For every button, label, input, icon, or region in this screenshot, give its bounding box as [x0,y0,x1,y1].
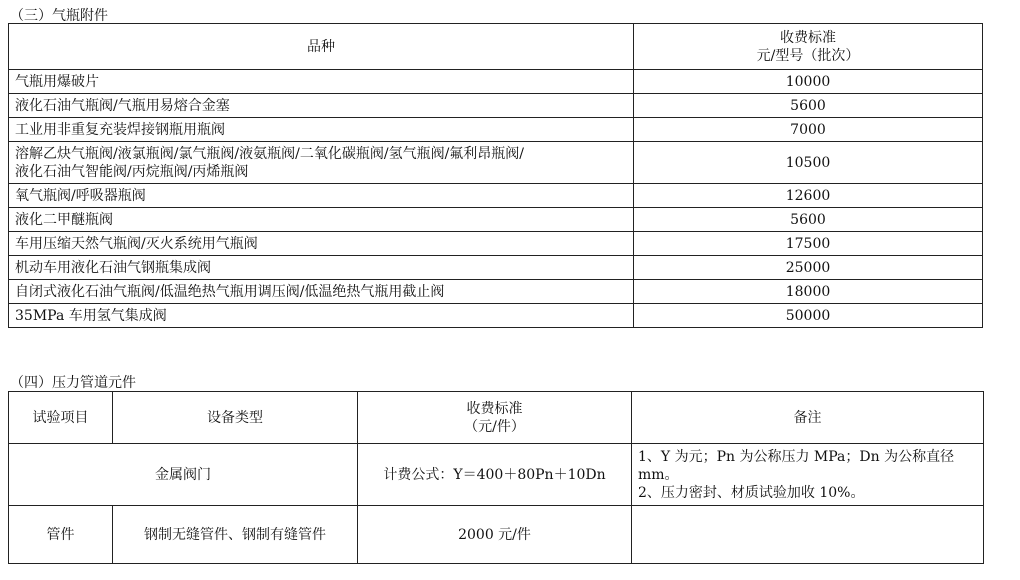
header-remark: 备注 [632,392,984,444]
item-name: 液化二甲醚瓶阀 [9,208,634,232]
item-fee: 5600 [634,208,983,232]
item-name: 机动车用液化石油气钢瓶集成阀 [9,256,634,280]
fee-formula-cell: 计费公式：Y＝400＋80Pn＋10Dn [358,444,632,506]
table-row [9,208,983,232]
device-type-cell: 钢制无缝管件、钢制有缝管件 [113,506,358,564]
remark-cell [632,444,984,506]
table-header-row [9,392,984,444]
table-row [9,184,983,208]
item-name-line2: 液化石油气智能阀/丙烷瓶阀/丙烯瓶阀 [15,163,249,180]
header-fee-line2: 元/型号（批次） [756,47,860,64]
pressure-pipe-components-table [8,391,984,564]
item-name-line1: 溶解乙炔气瓶阀/液氯瓶阀/氯气瓶阀/液氨瓶阀/二氧化碳瓶阀/氢气瓶阀/氟利昂瓶阀/ [15,145,525,162]
remark-cell [632,506,984,564]
device-type-cell: 金属阀门 [9,444,358,506]
item-name: 气瓶用爆破片 [9,70,634,94]
item-fee: 5600 [634,94,983,118]
remark-line3: 2、压力密封、材质试验加收 10%。 [638,484,865,501]
item-fee: 10000 [634,70,983,94]
item-fee: 7000 [634,118,983,142]
table-row [9,506,984,564]
header-fee-line1: 收费标准 [780,29,836,46]
remark-line2: mm。 [638,466,679,483]
remark-line1: 1、Y 为元；Pn 为公称压力 MPa；Dn 为公称直径 [638,448,955,465]
item-fee: 12600 [634,184,983,208]
header-fee-line1: 收费标准 [466,400,523,417]
item-fee: 25000 [634,256,983,280]
test-item-cell: 管件 [9,506,113,564]
item-name [9,142,634,184]
cylinder-accessories-table [8,23,983,328]
table-row [9,94,983,118]
table-row [9,256,983,280]
table-row [9,304,983,328]
header-fee [358,392,632,444]
header-fee-line2: （元/件） [464,418,525,435]
fee-cell: 2000 元/件 [358,506,632,564]
section-title-pressure-pipe-components: （四）压力管道元件 [10,375,136,391]
header-fee [634,24,983,70]
item-fee: 18000 [634,280,983,304]
item-name: 35MPa 车用氢气集成阀 [9,304,634,328]
item-name: 液化石油气瓶阀/气瓶用易熔合金塞 [9,94,634,118]
item-fee: 10500 [634,142,983,184]
item-name: 车用压缩天然气瓶阀/灭火系统用气瓶阀 [9,232,634,256]
table-row [9,444,984,506]
table-row [9,232,983,256]
header-item: 品种 [9,24,634,70]
item-name: 工业用非重复充装焊接钢瓶用瓶阀 [9,118,634,142]
header-test-item: 试验项目 [9,392,113,444]
header-device-type: 设备类型 [113,392,358,444]
table-row [9,70,983,94]
item-fee: 17500 [634,232,983,256]
table-row [9,118,983,142]
table-row [9,142,983,184]
item-name: 氧气瓶阀/呼吸器瓶阀 [9,184,634,208]
item-name: 自闭式液化石油气瓶阀/低温绝热气瓶用调压阀/低温绝热气瓶用截止阀 [9,280,634,304]
table-header-row [9,24,983,70]
table-row [9,280,983,304]
section-title-cylinder-accessories: （三）气瓶附件 [10,8,108,24]
item-fee: 50000 [634,304,983,328]
